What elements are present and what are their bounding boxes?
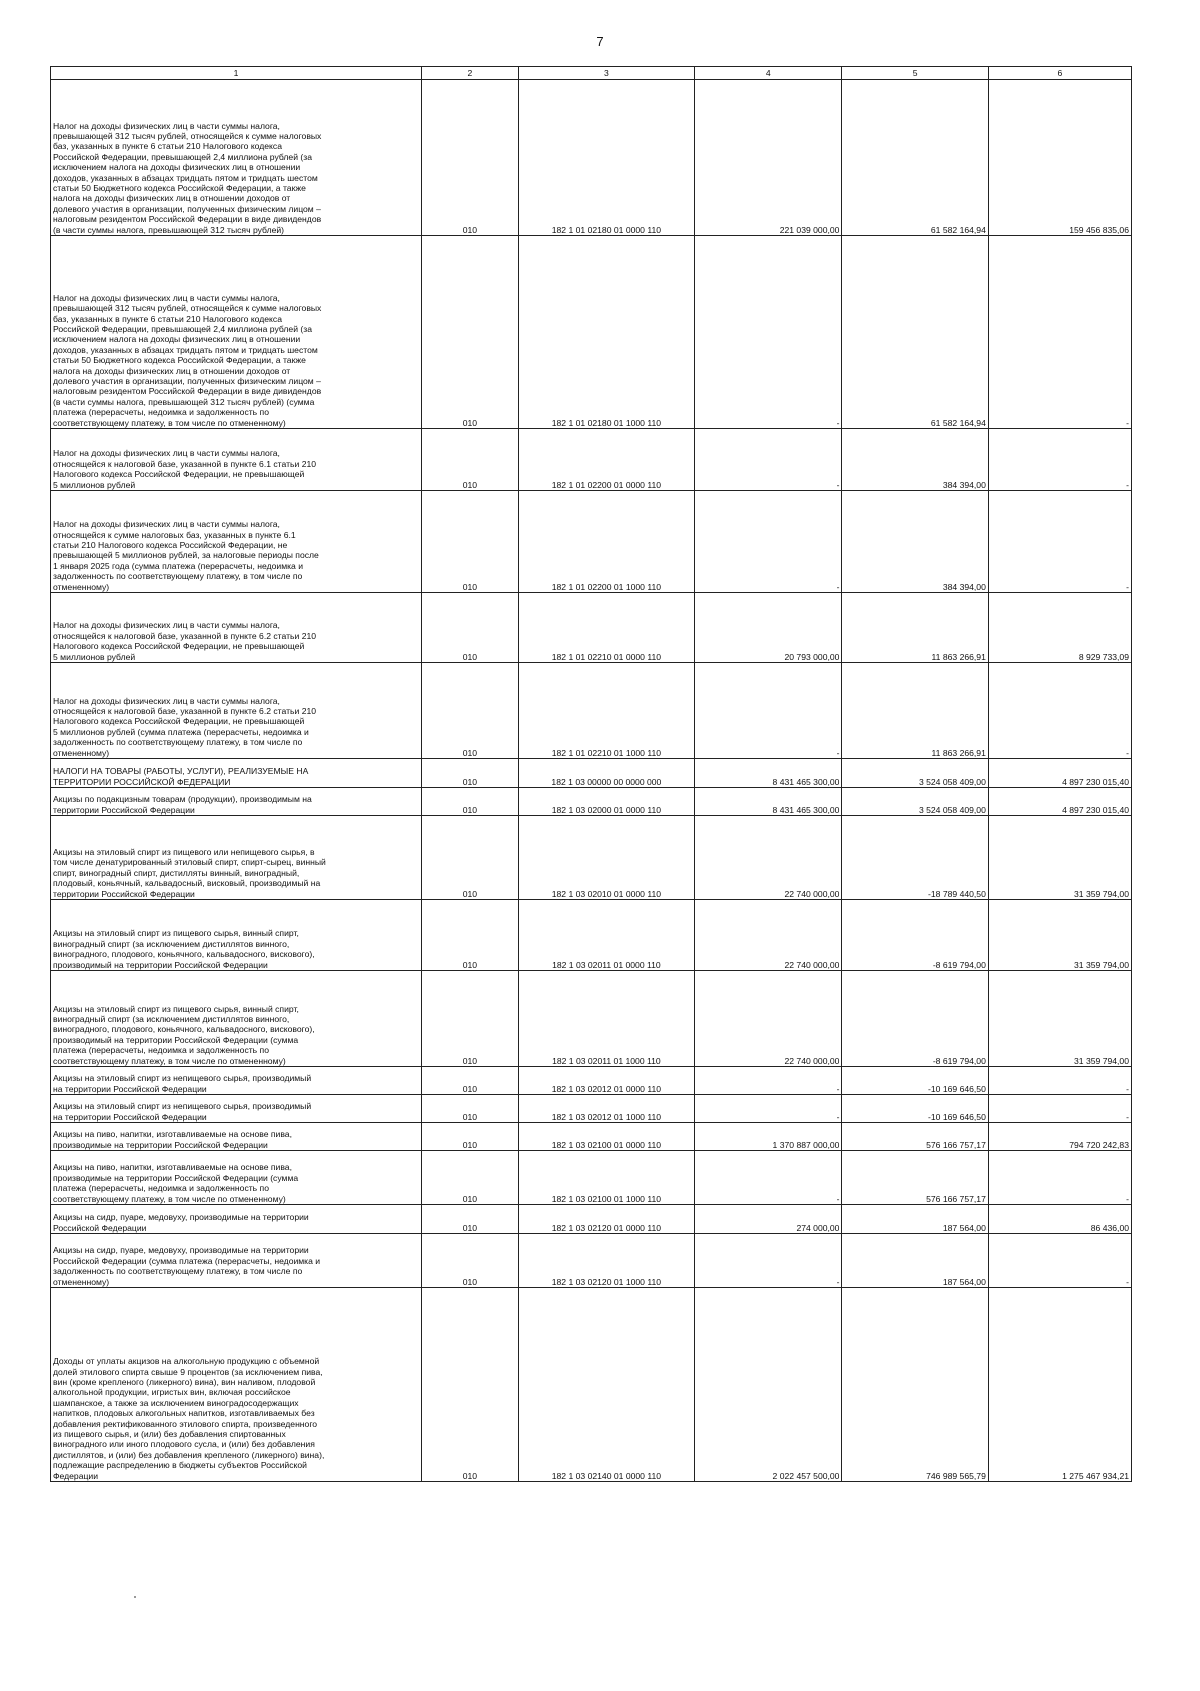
row-line-code: 010 [421,1095,518,1123]
table-row [51,1095,1132,1123]
table-row [51,236,1132,429]
row-budget-code: 182 1 03 02120 01 1000 110 [518,1234,694,1288]
row-line-code: 010 [421,236,518,429]
table-row [51,1123,1132,1151]
row-name: Налог на доходы физических лиц в части суммы налога, относящейся к налоговой базе, указанной в пункте 6.2 статьи 210 Налогового кодекса Российской Федерации, не превышающей 5 миллионов рублей (сумма платежа (перерасчеты, недоимка и задолженность по соответствующему платежу, в том числе по отмененному) [51,663,422,759]
row-line-code: 010 [421,816,518,900]
row-name: НАЛОГИ НА ТОВАРЫ (РАБОТЫ, УСЛУГИ), РЕАЛИЗУЕМЫЕ НА ТЕРРИТОРИИ РОССИЙСКОЙ ФЕДЕРАЦИИ [51,759,422,788]
row-line-code: 010 [421,1123,518,1151]
row-executed: 11 863 266,91 [842,663,988,759]
scan-speck [134,1596,136,1598]
row-unexecuted: - [988,1234,1131,1288]
row-name: Налог на доходы физических лиц в части суммы налога, относящейся к сумме налоговых баз, указанных в пункте 6.1 статьи 210 Налогового кодекса Российской Федерации, не превышающей 5 миллионов рублей, за налоговые периоды после 1 января 2025 года (сумма платежа (перерасчеты, недоимка и задолженность по соответствующему платежу, в том числе по отмененному) [51,491,422,593]
row-name: Акцизы на этиловый спирт из пищевого сырья, винный спирт, виноградный спирт (за исключением дистиллятов винного, виноградного, плодового, коньячного, кальвадосного, вискового), производимый на территории Российской Федерации (сумма платежа (перерасчеты, недоимка и задолженность по соответствующему платежу, в том числе по отмененному) [51,971,422,1067]
row-name: Акцизы на этиловый спирт из пищевого или непищевого сырья, в том числе денатурированный этиловый спирт, спирт-сырец, винный спирт, виноградный спирт, дистилляты винный, виноградный, плодовый, коньячный, кальвадосный, висковый, производимый на территории Российской Федерации [51,816,422,900]
row-budget-code: 182 1 03 02100 01 1000 110 [518,1151,694,1205]
row-budget-code: 182 1 03 02012 01 1000 110 [518,1095,694,1123]
row-line-code: 010 [421,663,518,759]
row-line-code: 010 [421,1151,518,1205]
row-budget-code: 182 1 03 02000 01 0000 110 [518,788,694,816]
column-header: 1 [51,67,422,80]
table-row [51,429,1132,491]
row-unexecuted: 159 456 835,06 [988,80,1131,236]
row-executed: -18 789 440,50 [842,816,988,900]
row-executed: -8 619 794,00 [842,900,988,971]
row-line-code: 010 [421,971,518,1067]
table-row [51,663,1132,759]
row-name: Акцизы на сидр, пуаре, медовуху, производимые на территории Российской Федерации (сумма платежа (перерасчеты, недоимка и задолженность по соответствующему платежу, в том числе по отмененному) [51,1234,422,1288]
row-budget-code: 182 1 03 02010 01 0000 110 [518,816,694,900]
row-approved: 1 370 887 000,00 [694,1123,842,1151]
row-budget-code: 182 1 03 02011 01 0000 110 [518,900,694,971]
row-name: Налог на доходы физических лиц в части суммы налога, превышающей 312 тысяч рублей, относящейся к сумме налоговых баз, указанных в пункте 6 статьи 210 Налогового кодекса Российской Федерации, превышающей 2,4 миллиона рублей (за исключением налога на доходы физических лиц в отношении доходов, указанных в абзацах тридцать пятом и тридцать шестом статьи 50 Бюджетного кодекса Российской Федерации, а также налога на доходы физических лиц в отношении доходов от долевого участия в организации, полученных физическим лицом – налоговым резидентом Российской Федерации в виде дивидендов (в части суммы налога, превышающей 312 тысяч рублей) (сумма платежа (перерасчеты, недоимка и задолженность по соответствующему платежу, в том числе по отмененному) [51,236,422,429]
table-row [51,1288,1132,1482]
row-budget-code: 182 1 01 02210 01 0000 110 [518,593,694,663]
header-row [51,67,1132,80]
row-approved: - [694,429,842,491]
row-executed: 576 166 757,17 [842,1151,988,1205]
row-approved: 8 431 465 300,00 [694,759,842,788]
row-budget-code: 182 1 03 02140 01 0000 110 [518,1288,694,1482]
row-unexecuted: 4 897 230 015,40 [988,759,1131,788]
row-line-code: 010 [421,788,518,816]
page-number: 7 [596,34,604,49]
column-header: 3 [518,67,694,80]
row-executed: 3 524 058 409,00 [842,788,988,816]
table-row [51,788,1132,816]
row-approved: - [694,1095,842,1123]
row-approved: 2 022 457 500,00 [694,1288,842,1482]
row-name: Акцизы на пиво, напитки, изготавливаемые на основе пива, производимые на территории Российской Федерации [51,1123,422,1151]
row-unexecuted: 1 275 467 934,21 [988,1288,1131,1482]
row-name: Налог на доходы физических лиц в части суммы налога, относящейся к налоговой базе, указанной в пункте 6.2 статьи 210 Налогового кодекса Российской Федерации, не превышающей 5 миллионов рублей [51,593,422,663]
row-executed: -8 619 794,00 [842,971,988,1067]
row-approved: 22 740 000,00 [694,900,842,971]
row-unexecuted: 31 359 794,00 [988,971,1131,1067]
row-name: Акцизы на этиловый спирт из непищевого сырья, производимый на территории Российской Федерации [51,1095,422,1123]
row-executed: 576 166 757,17 [842,1123,988,1151]
table-row [51,900,1132,971]
table-row [51,971,1132,1067]
row-budget-code: 182 1 03 02100 01 0000 110 [518,1123,694,1151]
row-unexecuted: 794 720 242,83 [988,1123,1131,1151]
row-unexecuted: - [988,429,1131,491]
table-row [51,1151,1132,1205]
table-row [51,759,1132,788]
row-approved: - [694,236,842,429]
row-line-code: 010 [421,1234,518,1288]
row-executed: 746 989 565,79 [842,1288,988,1482]
row-name: Доходы от уплаты акцизов на алкогольную продукцию с объемной долей этилового спирта свыше 9 процентов (за исключением пива, вин (кроме крепленого (ликерного) вина), вин наливом, плодовой алкогольной продукции, игристых вин, включая российское шампанское, а также за исключением виноградосодержащих напитков, плодовых алкогольных напитков, изготавливаемых без добавления ректификованного этилового спирта, произведенного из пищевого сырья, и (или) без добавления спиртованных виноградного или иного плодового сусла, и (или) без добавления дистиллятов, и (или) без добавления крепленого (ликерного) вина), подлежащие распределению в бюджеты субъектов Российской Федерации [51,1288,422,1482]
row-unexecuted: - [988,1151,1131,1205]
row-executed: 187 564,00 [842,1205,988,1234]
row-name: Акцизы на этиловый спирт из пищевого сырья, винный спирт, виноградный спирт (за исключением дистиллятов винного, виноградного, плодового, коньячного, кальвадосного, вискового), производимый на территории Российской Федерации [51,900,422,971]
row-budget-code: 182 1 03 02120 01 0000 110 [518,1205,694,1234]
row-executed: 61 582 164,94 [842,236,988,429]
row-budget-code: 182 1 01 02180 01 0000 110 [518,80,694,236]
row-budget-code: 182 1 01 02210 01 1000 110 [518,663,694,759]
row-unexecuted: 31 359 794,00 [988,900,1131,971]
row-budget-code: 182 1 03 00000 00 0000 000 [518,759,694,788]
row-unexecuted: 31 359 794,00 [988,816,1131,900]
table-row [51,491,1132,593]
row-name: Налог на доходы физических лиц в части суммы налога, превышающей 312 тысяч рублей, относящейся к сумме налоговых баз, указанных в пункте 6 статьи 210 Налогового кодекса Российской Федерации, превышающей 2,4 миллиона рублей (за исключением налога на доходы физических лиц в отношении доходов, указанных в абзацах тридцать пятом и тридцать шестом статьи 50 Бюджетного кодекса Российской Федерации, а также налога на доходы физических лиц в отношении доходов от долевого участия в организации, полученных физическим лицом – налоговым резидентом Российской Федерации в виде дивидендов (в части суммы налога, превышающей 312 тысяч рублей) [51,80,422,236]
row-line-code: 010 [421,1067,518,1095]
row-name: Акцизы по подакцизным товарам (продукции), производимым на территории Российской Федерации [51,788,422,816]
row-executed: 384 394,00 [842,491,988,593]
row-budget-code: 182 1 01 02200 01 0000 110 [518,429,694,491]
row-executed: 61 582 164,94 [842,80,988,236]
row-unexecuted: 86 436,00 [988,1205,1131,1234]
row-approved: - [694,1151,842,1205]
row-executed: -10 169 646,50 [842,1095,988,1123]
row-approved: 274 000,00 [694,1205,842,1234]
row-budget-code: 182 1 01 02180 01 1000 110 [518,236,694,429]
table-row [51,1234,1132,1288]
row-approved: 22 740 000,00 [694,971,842,1067]
row-approved: - [694,1067,842,1095]
row-unexecuted: - [988,491,1131,593]
row-unexecuted: - [988,663,1131,759]
row-unexecuted: 4 897 230 015,40 [988,788,1131,816]
row-executed: 187 564,00 [842,1234,988,1288]
report-table [50,66,1132,1482]
row-line-code: 010 [421,491,518,593]
row-executed: 384 394,00 [842,429,988,491]
row-line-code: 010 [421,900,518,971]
row-approved: - [694,1234,842,1288]
row-approved: - [694,663,842,759]
column-header: 2 [421,67,518,80]
row-name: Акцизы на этиловый спирт из непищевого сырья, производимый на территории Российской Федерации [51,1067,422,1095]
table-row [51,816,1132,900]
row-approved: 8 431 465 300,00 [694,788,842,816]
row-approved: 22 740 000,00 [694,816,842,900]
row-line-code: 010 [421,593,518,663]
row-executed: 3 524 058 409,00 [842,759,988,788]
row-line-code: 010 [421,1288,518,1482]
table-row [51,593,1132,663]
column-header: 5 [842,67,988,80]
row-budget-code: 182 1 01 02200 01 1000 110 [518,491,694,593]
row-executed: -10 169 646,50 [842,1067,988,1095]
table-row [51,1067,1132,1095]
row-line-code: 010 [421,80,518,236]
row-unexecuted: - [988,1067,1131,1095]
row-budget-code: 182 1 03 02012 01 0000 110 [518,1067,694,1095]
row-name: Акцизы на пиво, напитки, изготавливаемые на основе пива, производимые на территории Российской Федерации (сумма платежа (перерасчеты, недоимка и задолженность по соответствующему платежу, в том числе по отмененному) [51,1151,422,1205]
row-line-code: 010 [421,1205,518,1234]
row-line-code: 010 [421,759,518,788]
row-unexecuted: - [988,1095,1131,1123]
row-approved: 20 793 000,00 [694,593,842,663]
table-row [51,80,1132,236]
column-header: 6 [988,67,1131,80]
row-executed: 11 863 266,91 [842,593,988,663]
row-budget-code: 182 1 03 02011 01 1000 110 [518,971,694,1067]
row-line-code: 010 [421,429,518,491]
row-name: Налог на доходы физических лиц в части суммы налога, относящейся к налоговой базе, указанной в пункте 6.1 статьи 210 Налогового кодекса Российской Федерации, не превышающей 5 миллионов рублей [51,429,422,491]
row-approved: - [694,491,842,593]
row-approved: 221 039 000,00 [694,80,842,236]
table-row [51,1205,1132,1234]
row-name: Акцизы на сидр, пуаре, медовуху, производимые на территории Российской Федерации [51,1205,422,1234]
row-unexecuted: 8 929 733,09 [988,593,1131,663]
row-unexecuted: - [988,236,1131,429]
column-header: 4 [694,67,842,80]
